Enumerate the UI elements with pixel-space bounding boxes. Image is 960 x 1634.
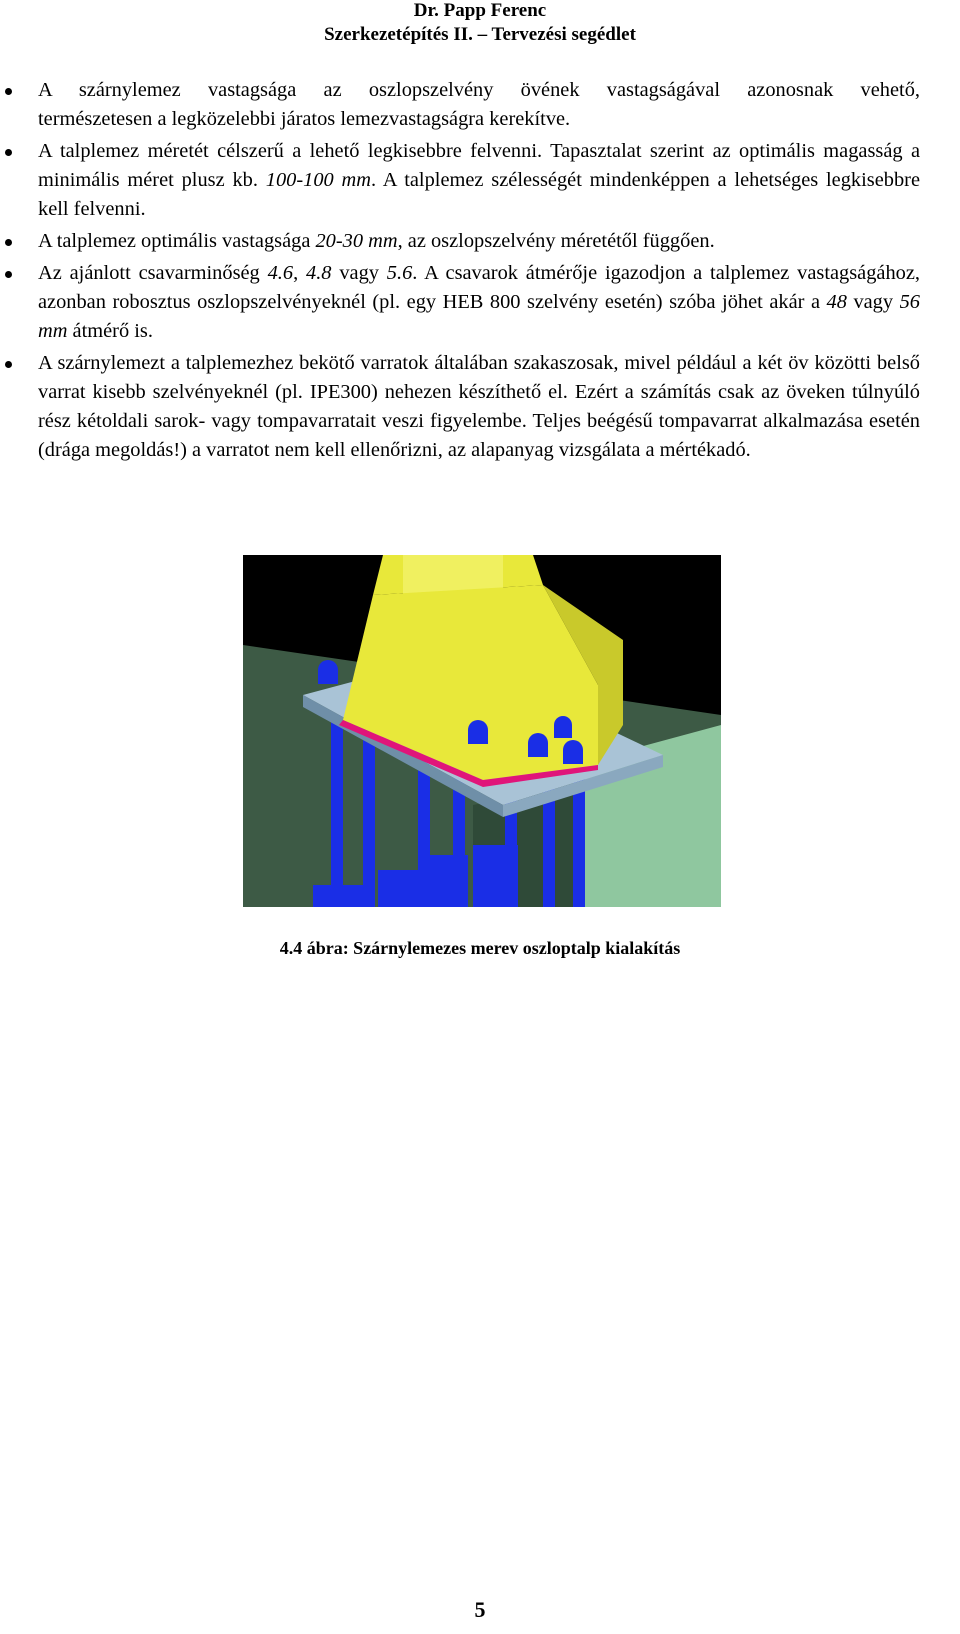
bullet-3-text-a: A talplemez optimális vastagsága: [38, 230, 316, 252]
bullet-dot-icon: [5, 271, 12, 278]
header-subtitle: Szerkezetépítés II. – Tervezési segédlet: [324, 24, 636, 45]
bullet-4-text-i: vagy: [846, 291, 900, 313]
bullet-1-line-1: A szárnylemez vastagsága az oszlopszelvény övének vastagságával azonosnak vehető,: [38, 79, 920, 101]
bullet-4-text-h: 48: [826, 291, 847, 313]
bullet-dot-icon: [5, 149, 12, 156]
bullet-1-line-2: természetesen a legközelebbi járatos lemezvastagságra kerekítve.: [38, 108, 571, 130]
bullet-4-text-b: 4.6: [267, 262, 294, 284]
figure-caption: 4.4 ábra: Szárnylemezes merev oszloptalp kialakítás: [279, 938, 681, 958]
bullet-4-text-k: átmérő is.: [67, 320, 153, 342]
bullet-2-text-c: . A talplemez szélességét mindenképpen a lehetséges legkisebbre kell felvenni.: [38, 169, 921, 220]
bullet-4-text-c: ,: [293, 262, 306, 284]
header-author: Dr. Papp Ferenc: [413, 0, 547, 21]
bullet-5-text: A szárnylemezt a talplemezhez bekötő varratok általában szakaszosak, mivel például a két öv közötti belső varrat kisebb szelvényeknél (pl. IPE300) nehezen készíthető el. Ezért a számítás csak az öveken túlnyúló rész kétoldali sarok- vagy tompavarratait veszi figyelembe. Teljes beégésű tompavarrat alkalmazása esetén (drága megoldás!) a varratot nem kell ellenőrizni, az alapanyag vizsgálata a mértékadó.: [38, 352, 920, 461]
bullet-4-text-d: 4.8: [306, 262, 332, 284]
bullet-4-text-e: vagy: [331, 262, 387, 284]
bullet-item-4: [38, 259, 920, 346]
bullet-4-text-g: . A csavarok átmérője igazodjon a talplemez vastagságához, azonban robosztus oszlopszelvényeknél (pl. egy HEB 800 szelvény esetén) szóba jöhet akár a: [38, 262, 920, 313]
bullet-2-text-b: 100-100 mm: [265, 169, 372, 191]
bullet-4-text-a: Az ajánlott csavarminőség: [38, 262, 268, 284]
bullet-2-text-a: A talplemez méretét célszerű a lehető legkisebbre felvenni. Tapasztalat szerint az optimális magasság a minimális méret plusz kb.: [38, 140, 920, 191]
bullet-dot-icon: [5, 239, 12, 246]
bullet-4-text-j: 56 mm: [38, 291, 920, 342]
bullet-4-text-f: 5.6: [386, 262, 413, 284]
bullet-3-text-c: , az oszlopszelvény méretétől függően.: [397, 230, 715, 252]
page-number: 5: [474, 1597, 486, 1622]
column-base-illustration: [243, 555, 721, 907]
bullet-item-5: [38, 349, 920, 465]
bullet-item-1: [38, 76, 920, 134]
bullet-3-text-b: 20-30 mm: [315, 230, 398, 252]
bullet-dot-icon: [5, 88, 12, 95]
bullet-dot-icon: [5, 361, 12, 368]
bullet-item-2: [38, 137, 920, 224]
column-base-figure: [243, 555, 721, 907]
bullet-list: [38, 76, 920, 465]
bullet-item-3: [38, 227, 920, 256]
